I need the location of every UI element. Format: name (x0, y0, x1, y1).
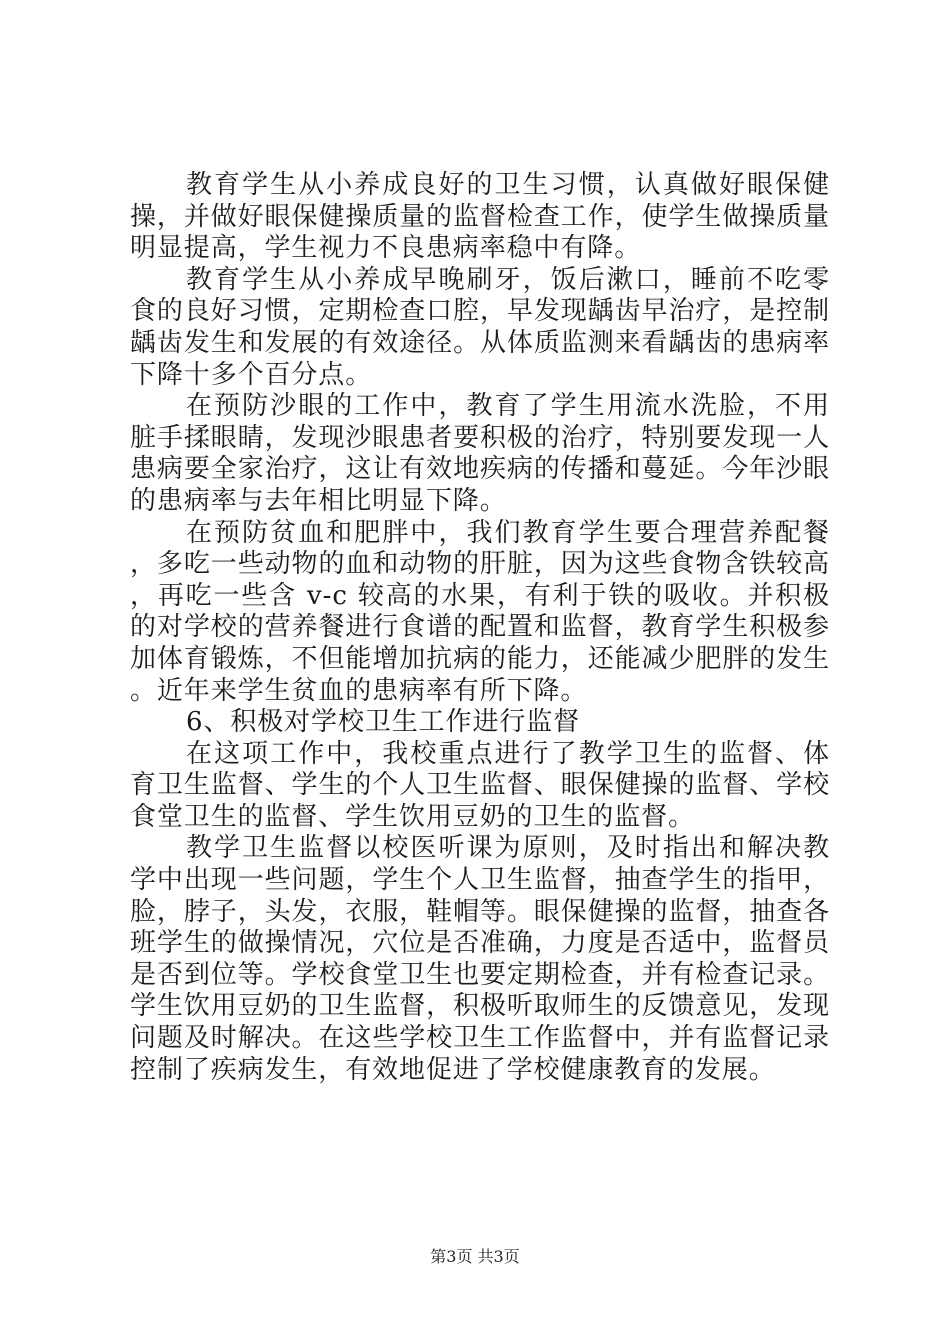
paragraph-eye-exercise: 教育学生从小养成良好的卫生习惯，认真做好眼保健操，并做好眼保健操质量的监督检查工作，使学生做操质量明显提高，学生视力不良患病率稳中有降。 (130, 170, 830, 264)
document-body (130, 170, 830, 1086)
paragraph-trachoma: 在预防沙眼的工作中，教育了学生用流水洗脸，不用脏手揉眼睛，发现沙眼患者要积极的治疗，特别要发现一人患病要全家治疗，这让有效地疾病的传播和蔓延。今年沙眼的患病率与去年相比明显下降。 (130, 391, 830, 516)
section-heading: 6、积极对学校卫生工作进行监督 (186, 707, 581, 738)
page-footer: 第3页 共3页 (430, 1247, 520, 1266)
paragraph-supervision-overview: 在这项工作中，我校重点进行了教学卫生的监督、体育卫生监督、学生的个人卫生监督、眼保健操的监督、学校食堂卫生的监督、学生饮用豆奶的卫生的监督。 (130, 738, 830, 832)
paragraph-dental-care: 教育学生从小养成早晚刷牙，饭后漱口，睡前不吃零食的良好习惯，定期检查口腔，早发现龋齿早治疗，是控制龋齿发生和发展的有效途径。从体质监测来看龋齿的患病率下降十多个百分点。 (130, 264, 830, 390)
paragraph-supervision-details: 教学卫生监督以校医听课为原则，及时指出和解决教学中出现一些问题，学生个人卫生监督，抽查学生的指甲，脸，脖子，头发，衣服，鞋帽等。眼保健操的监督，抽查各班学生的做操情况，穴位是否准确，力度是否适中，监督员是否到位等。学校食堂卫生也要定期检查，并有检查记录。学生饮用豆奶的卫生监督，积极听取师生的反馈意见，发现问题及时解决。在这些学校卫生工作监督中，并有监督记录控制了疾病发生，有效地促进了学校健康教育的发展。 (130, 833, 830, 1085)
paragraph-anemia-obesity: 在预防贫血和肥胖中，我们教育学生要合理营养配餐，多吃一些动物的血和动物的肝脏，因为这些食物含铁较高，再吃一些含 v-c 较高的水果，有利于铁的吸收。并积极的对学校的营养餐进行食谱的配置和监督，教育学生积极参加体育锻炼，不但能增加抗病的能力，还能减少肥胖的发生。近年来学生贫血的患病率有所下降。 (130, 517, 830, 706)
